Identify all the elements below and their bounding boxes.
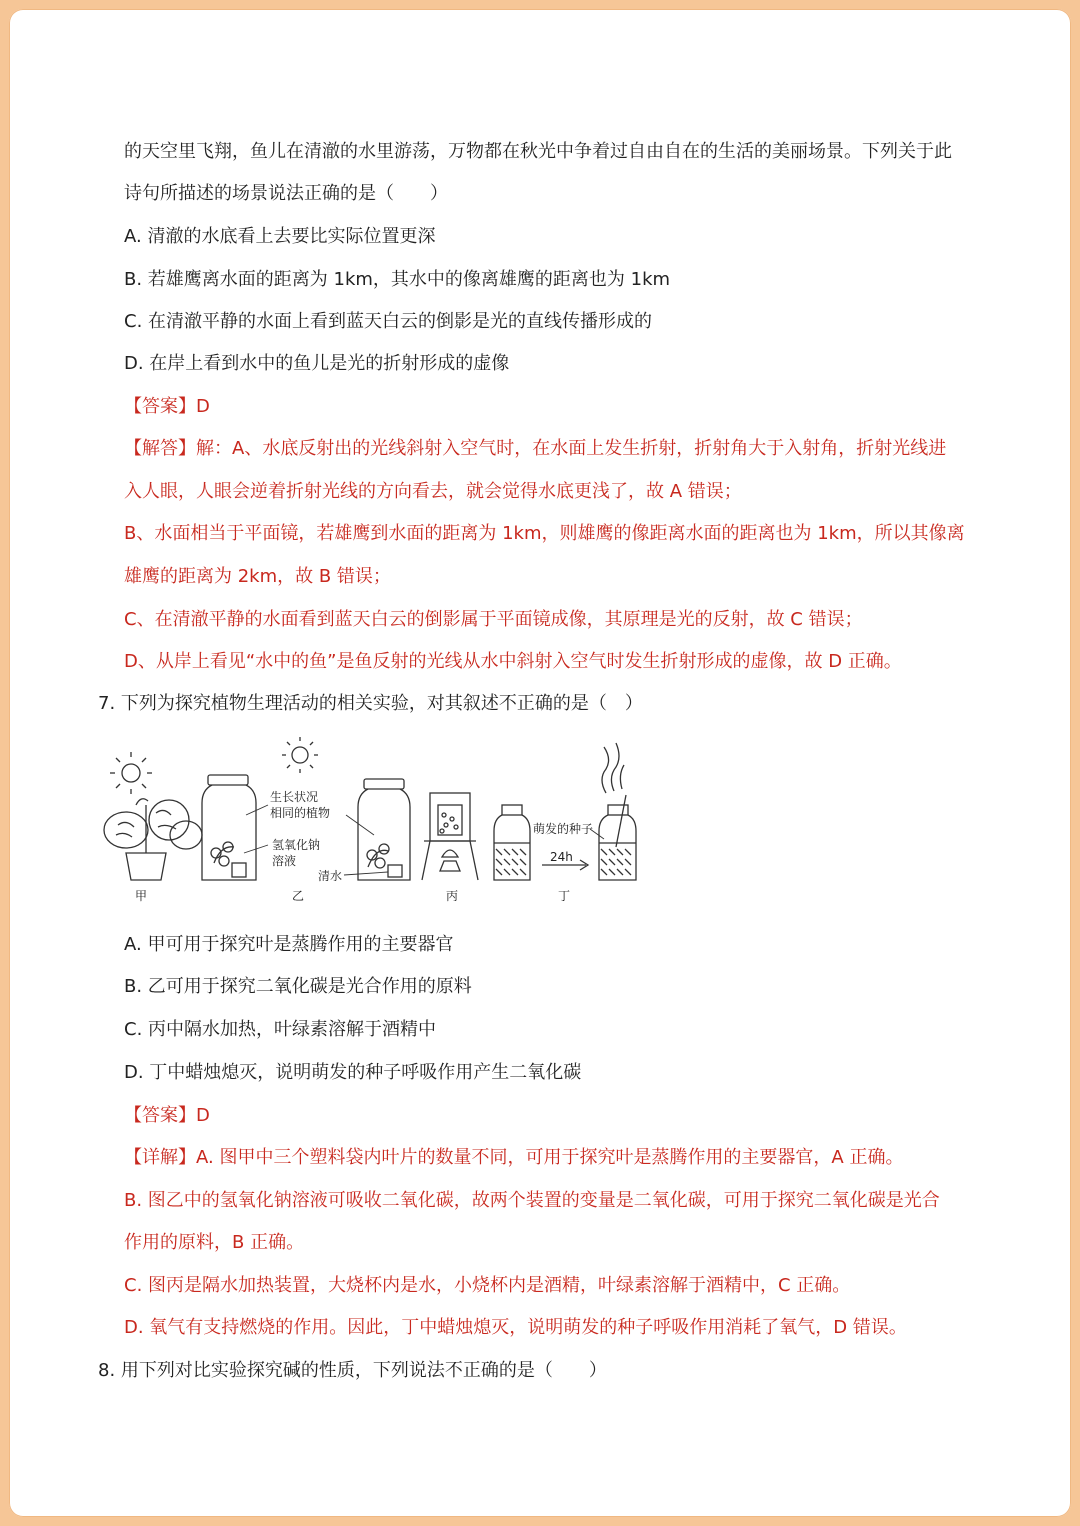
q7-option-b: B. 乙可用于探究二氧化碳是光合作用的原料 — [124, 976, 472, 997]
q7-explanation-line1: 【详解】A. 图甲中三个塑料袋内叶片的数量不同，可用于探究叶是蒸腾作用的主要器官，A 正确。 — [124, 1147, 904, 1168]
q8-stem: 8. 用下列对比实验探究碱的性质，下列说法不正确的是（ ） — [98, 1360, 607, 1381]
q7-explanation-line4: C. 图丙是隔水加热装置，大烧杯内是水，小烧杯内是酒精，叶绿素溶解于酒精中，C 正确。 — [124, 1275, 851, 1296]
figure-label-bing: 丙 — [445, 889, 459, 903]
q6-explanation-line1: 【解答】解：A、水底反射出的光线斜射入空气时，在水面上发生折射，折射角大于入射角，折射光线进 — [124, 438, 947, 459]
figure-label-time: 24h — [550, 850, 573, 864]
figure-label-naoh-2: 溶液 — [272, 854, 297, 868]
water-bath-apparatus — [422, 793, 478, 880]
q6-explanation-line3: B、水面相当于平面镜，若雄鹰到水面的距离为 1km，则雄鹰的像距离水面的距离也为 1km，所以其像离 — [124, 523, 965, 544]
candle-bottle — [599, 743, 636, 880]
figure-label-ding: 丁 — [557, 889, 571, 903]
figure-label-naoh-1: 氢氧化钠 — [272, 838, 321, 852]
figure-label-seeds: 萌发的种子 — [533, 822, 594, 836]
figure-label-plant-2: 相同的植物 — [270, 806, 331, 820]
q6-option-a: A. 清澈的水底看上去要比实际位置更深 — [124, 226, 436, 247]
seed-bottle — [494, 805, 530, 880]
sun-icon — [282, 737, 318, 773]
q6-explanation-line6: D、从岸上看见“水中的鱼”是鱼反射的光线从水中斜射入空气时发生折射形成的虚像，故 D 正确。 — [124, 651, 902, 672]
q6-stem-line1: 的天空里飞翔，鱼儿在清澈的水里游荡，万物都在秋光中争着过自由自在的生活的美丽场景。下列关于此 — [124, 141, 952, 162]
q6-option-d: D. 在岸上看到水中的鱼儿是光的折射形成的虚像 — [124, 353, 510, 374]
q7-explanation-line3: 作用的原料，B 正确。 — [124, 1232, 305, 1253]
q6-option-c: C. 在清澈平静的水面上看到蓝天白云的倒影是光的直线传播形成的 — [124, 311, 653, 332]
figure-label-jia: 甲 — [134, 889, 148, 903]
q6-answer: 【答案】D — [124, 396, 210, 417]
q7-option-c: C. 丙中隔水加热，叶绿素溶解于酒精中 — [124, 1019, 437, 1040]
figure-label-water: 清水 — [318, 869, 343, 883]
figure-label-yi: 乙 — [291, 889, 305, 903]
q7-option-a: A. 甲可用于探究叶是蒸腾作用的主要器官 — [124, 934, 454, 955]
q6-explanation-line4: 雄鹰的距离为 2km，故 B 错误； — [124, 566, 391, 587]
q6-option-b: B. 若雄鹰离水面的距离为 1km，其水中的像离雄鹰的距离也为 1km — [124, 269, 671, 290]
figure-label-plant-1: 生长状况 — [270, 790, 319, 804]
q6-stem-line2: 诗句所描述的场景说法正确的是（ ） — [124, 183, 448, 204]
q7-answer: 【答案】D — [124, 1105, 210, 1126]
q6-explanation-line2: 入人眼，人眼会逆着折射光线的方向看去，就会觉得水底更浅了，故 A 错误； — [124, 481, 742, 502]
q7-stem: 7. 下列为探究植物生理活动的相关实验，对其叙述不正确的是（ ） — [98, 693, 643, 714]
potted-plant-bagged — [104, 799, 202, 880]
jar-left — [202, 775, 256, 880]
q7-option-d: D. 丁中蜡烛熄灭，说明萌发的种子呼吸作用产生二氧化碳 — [124, 1062, 582, 1083]
q7-explanation-line2: B. 图乙中的氢氧化钠溶液可吸收二氧化碳，故两个装置的变量是二氧化碳，可用于探究二氧化碳是光合 — [124, 1190, 940, 1211]
sun-icon — [110, 752, 152, 794]
q7-experiment-figure — [96, 735, 646, 910]
q6-explanation-line5: C、在清澈平静的水面看到蓝天白云的倒影属于平面镜成像，其原理是光的反射，故 C 错误； — [124, 609, 863, 630]
q7-explanation-line5: D. 氧气有支持燃烧的作用。因此，丁中蜡烛熄灭，说明萌发的种子呼吸作用消耗了氧气，D 错误。 — [124, 1317, 907, 1338]
